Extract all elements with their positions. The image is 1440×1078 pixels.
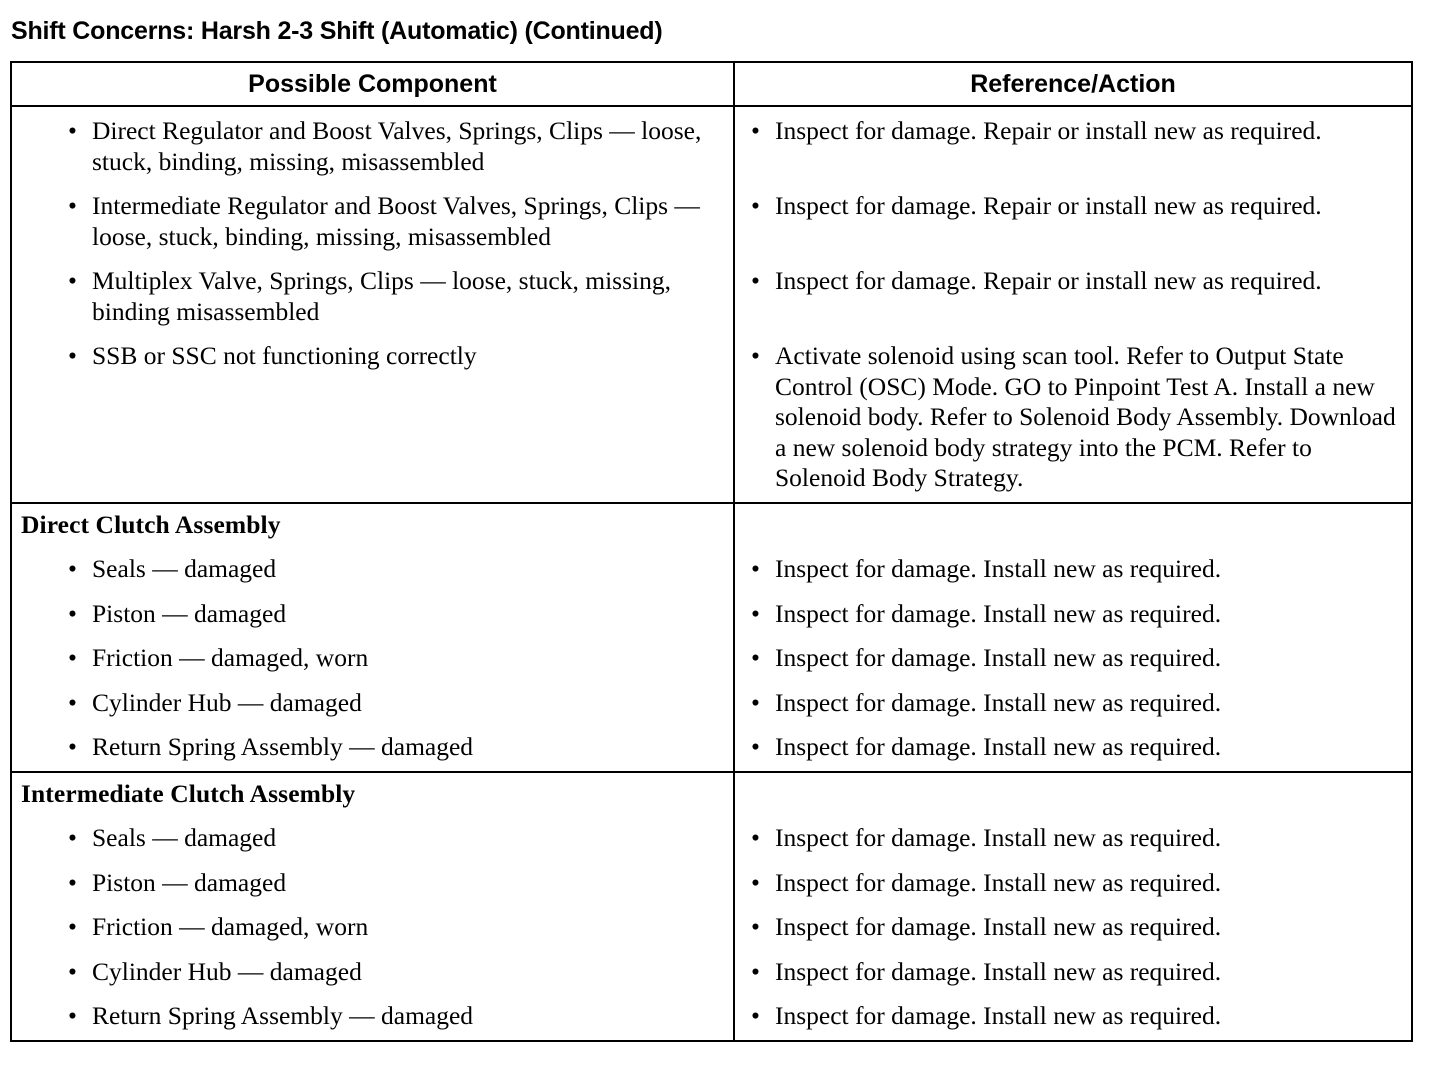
bullet-icon: • (68, 598, 77, 628)
action-cell (734, 106, 1412, 177)
table-row (11, 674, 1412, 719)
action-text: Inspect for damage. Install new as required. (775, 956, 1222, 986)
table-row (11, 106, 1412, 177)
table-row (11, 987, 1412, 1041)
bullet-icon: • (751, 823, 760, 852)
bullet-icon: • (68, 956, 77, 986)
bullet-icon: • (68, 191, 77, 220)
action-text: Inspect for damage. Repair or install new as required. (775, 266, 1322, 295)
action-cell (734, 718, 1412, 772)
component-cell (11, 503, 734, 541)
table-row (11, 809, 1412, 854)
component-cell (11, 718, 734, 772)
bullet-icon: • (751, 191, 760, 220)
action-text: Inspect for damage. Install new as required. (775, 732, 1222, 761)
action-cell (734, 674, 1412, 719)
component-text: Cylinder Hub — damaged (92, 956, 362, 986)
action-text: Activate solenoid using scan tool. Refer to Output State Control (OSC) Mode. GO to Pinpoint Test A. Install a new solenoid body. Refer to Solenoid Body Assembly. Download a new solenoid body strategy into the PCM. Refer to Solenoid Body Strategy. (775, 341, 1396, 492)
action-cell (734, 177, 1412, 252)
bullet-icon: • (68, 643, 77, 672)
action-text: Inspect for damage. Install new as required. (775, 643, 1222, 672)
table-header-row (11, 62, 1412, 106)
action-text: Inspect for damage. Install new as required. (775, 687, 1222, 717)
action-text: Inspect for damage. Install new as required. (775, 1001, 1222, 1030)
component-cell (11, 809, 734, 854)
action-cell (734, 252, 1412, 327)
component-text: Friction — damaged, worn (92, 912, 369, 941)
component-cell (11, 898, 734, 943)
action-text: Inspect for damage. Install new as required. (775, 912, 1222, 941)
bullet-icon: • (751, 266, 760, 295)
bullet-icon: • (68, 266, 77, 295)
table-row (11, 177, 1412, 252)
component-cell (11, 629, 734, 674)
bullet-icon: • (751, 341, 760, 370)
component-text: Cylinder Hub — damaged (92, 687, 362, 717)
bullet-icon: • (68, 823, 77, 852)
component-text: SSB or SSC not functioning correctly (92, 341, 477, 370)
bullet-icon: • (751, 1001, 760, 1030)
action-cell (734, 854, 1412, 899)
component-text: Seals — damaged (92, 823, 277, 852)
action-cell (734, 629, 1412, 674)
table-row (11, 629, 1412, 674)
section-heading-row (11, 772, 1412, 810)
bullet-icon: • (68, 341, 77, 370)
component-cell (11, 327, 734, 503)
bullet-icon: • (68, 732, 77, 761)
component-cell (11, 772, 734, 810)
header-reference-action: Reference/Action (734, 62, 1412, 106)
bullet-icon: • (68, 116, 77, 145)
action-cell (734, 503, 1412, 541)
component-text: Friction — damaged, worn (92, 643, 369, 672)
bullet-icon: • (68, 867, 77, 897)
section-heading-intermediate-clutch: Intermediate Clutch Assembly (21, 778, 356, 808)
component-text: Multiplex Valve, Springs, Clips — loose, stuck, missing, binding misassembled (92, 266, 671, 326)
action-cell (734, 540, 1412, 585)
action-text: Inspect for damage. Install new as required. (775, 554, 1222, 583)
table-row (11, 327, 1412, 503)
component-cell (11, 585, 734, 630)
bullet-icon: • (68, 912, 77, 941)
component-cell (11, 854, 734, 899)
bullet-icon: • (68, 687, 77, 717)
action-cell (734, 987, 1412, 1041)
shift-concerns-table (10, 61, 1413, 1042)
bullet-icon: • (751, 643, 760, 672)
table-row (11, 252, 1412, 327)
bullet-icon: • (751, 956, 760, 986)
action-cell (734, 809, 1412, 854)
action-text: Inspect for damage. Repair or install new as required. (775, 191, 1322, 220)
action-cell (734, 585, 1412, 630)
bullet-icon: • (68, 1001, 77, 1030)
action-cell (734, 772, 1412, 810)
action-text: Inspect for damage. Install new as required. (775, 823, 1222, 852)
component-cell (11, 252, 734, 327)
bullet-icon: • (68, 554, 77, 583)
action-text: Inspect for damage. Install new as required. (775, 867, 1222, 897)
action-cell (734, 943, 1412, 988)
header-possible-component: Possible Component (11, 62, 734, 106)
component-text: Return Spring Assembly — damaged (92, 1001, 474, 1030)
bullet-icon: • (751, 687, 760, 717)
component-cell (11, 106, 734, 177)
component-text: Direct Regulator and Boost Valves, Springs, Clips — loose, stuck, binding, missing, misassembled (92, 116, 702, 176)
component-cell (11, 540, 734, 585)
component-text: Piston — damaged (92, 867, 287, 897)
bullet-icon: • (751, 116, 760, 145)
component-cell (11, 674, 734, 719)
action-cell (734, 898, 1412, 943)
section-heading-row (11, 503, 1412, 541)
component-text: Seals — damaged (92, 554, 277, 583)
component-text: Piston — damaged (92, 598, 287, 628)
action-text: Inspect for damage. Install new as required. (775, 598, 1222, 628)
page-title: Shift Concerns: Harsh 2-3 Shift (Automatic) (Continued) (11, 17, 663, 45)
component-text: Intermediate Regulator and Boost Valves, Springs, Clips — loose, stuck, binding, missing, misassembled (92, 191, 700, 251)
bullet-icon: • (751, 912, 760, 941)
bullet-icon: • (751, 867, 760, 897)
bullet-icon: • (751, 732, 760, 761)
section-heading-direct-clutch: Direct Clutch Assembly (21, 509, 281, 539)
action-cell (734, 327, 1412, 503)
component-text: Return Spring Assembly — damaged (92, 732, 474, 761)
table-row (11, 540, 1412, 585)
table-row (11, 943, 1412, 988)
action-text: Inspect for damage. Repair or install new as required. (775, 116, 1322, 145)
table-row (11, 854, 1412, 899)
table-row (11, 585, 1412, 630)
bullet-icon: • (751, 554, 760, 583)
bullet-icon: • (751, 598, 760, 628)
component-cell (11, 987, 734, 1041)
component-cell (11, 177, 734, 252)
component-cell (11, 943, 734, 988)
table-row (11, 718, 1412, 772)
table-row (11, 898, 1412, 943)
